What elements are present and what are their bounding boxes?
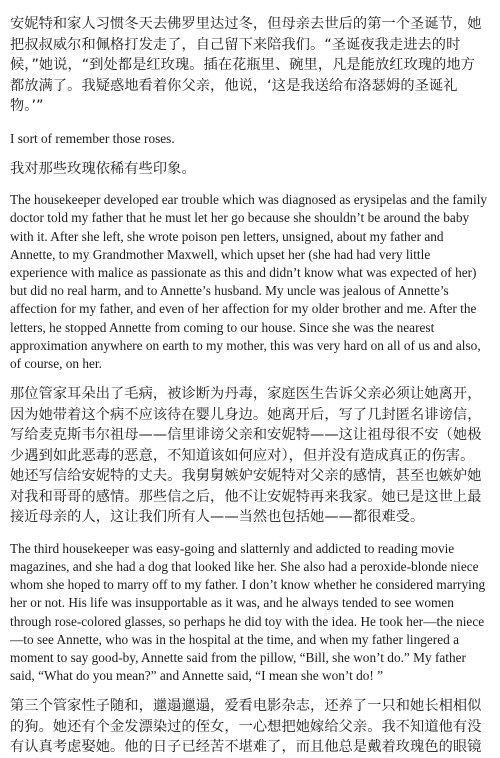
- paragraph-en-remember-roses: I sort of remember those roses.: [10, 130, 175, 146]
- document-page: [10, 14, 488, 758]
- paragraph-en-third-housekeeper: The third housekeeper was easy-going and slatternly and addicted to reading movie magazines, and she had a dog that looked like her. She also had a peroxide-blonde niece whom she hoped to marry off to my father. I don’t know whether he considered marrying her or not. His life was insupportable as it was, and he always tended to see women through rose-colored glasses, so perhaps he did toy with the idea. He took her—the niece—to see Annette, who was in the hospital at the time, and when my father lingered a moment to say good-by, Annette said from the pillow, “Bill, she won’t do.” My father said, “What do you mean?” and Annette said, “I mean she won’t do! ”: [10, 540, 486, 684]
- paragraph-zh-christmas-roses: 安妮特和家人习惯冬天去佛罗里达过冬，但母亲去世后的第一个圣诞节，她把叔叔威尔和佩格打发走了，自己留下来陪我们。“圣诞夜我走进去的时候，”她说，“到处都是红玫瑰。插在花瓶里、碗里，凡是能放红玫瑰的地方都放满了。我疑惑地看着你父亲，他说，‘这是我送给布洛瑟姆的圣诞礼物。’”: [10, 16, 482, 114]
- paragraph-en-housekeeper-letters: The housekeeper developed ear trouble which was diagnosed as erysipelas and the family doctor told my father that he must let her go because she shouldn’t be around the baby with it. After she left, she wrote poison pen letters, unsigned, about my father and Annette, to my Grandmother Maxwell, which upset her (she had had very little experience with malice as passionate as this and didn’t know what was expected of her) but did no real harm, and to Annette’s husband. My uncle was jealous of Annette’s affection for my father, and even of her affection for my older brother and me. After the letters, he stopped Annette from coming to our house. Since she was the nearest approximation anywhere on earth to my mother, this was very hard on all of us and also, of course, on her.: [10, 192, 488, 372]
- paragraph-zh-third-housekeeper: 第三个管家性子随和，邋遢邋遢，爱看电影杂志，还养了一只和她长相相似的狗。她还有个金发漂染过的侄女，一心想把她嫁给父亲。我不知道他有没有认真考虑娶她。他的日子已经苦不堪难了，而且他总是戴着玫瑰色的眼镜: [10, 698, 482, 756]
- paragraph-zh-remember-roses: 我对那些玫瑰依稀有些印象。: [10, 160, 196, 177]
- paragraph-zh-housekeeper-letters: 那位管家耳朵出了毛病，被诊断为丹毒，家庭医生告诉父亲必须让她离开，因为她带着这个病不应该待在婴儿身边。她离开后，写了几封匿名诽谤信，写给麦克斯韦尔祖母——信里诽谤父亲和安妮特——这让祖母很不安（她极少遇到如此恶毒的恶意，不知道该如何应对），但并没有造成真正的伤害。她还写信给安妮特的丈夫。我舅舅嫉妒安妮特对父亲的感情，甚至也嫉妒她对我和哥哥的感情。那些信之后，他不让安妮特再来我家。她已是这世上最接近母亲的人，这让我们所有人——当然也包括她——都很难受。: [10, 386, 482, 526]
